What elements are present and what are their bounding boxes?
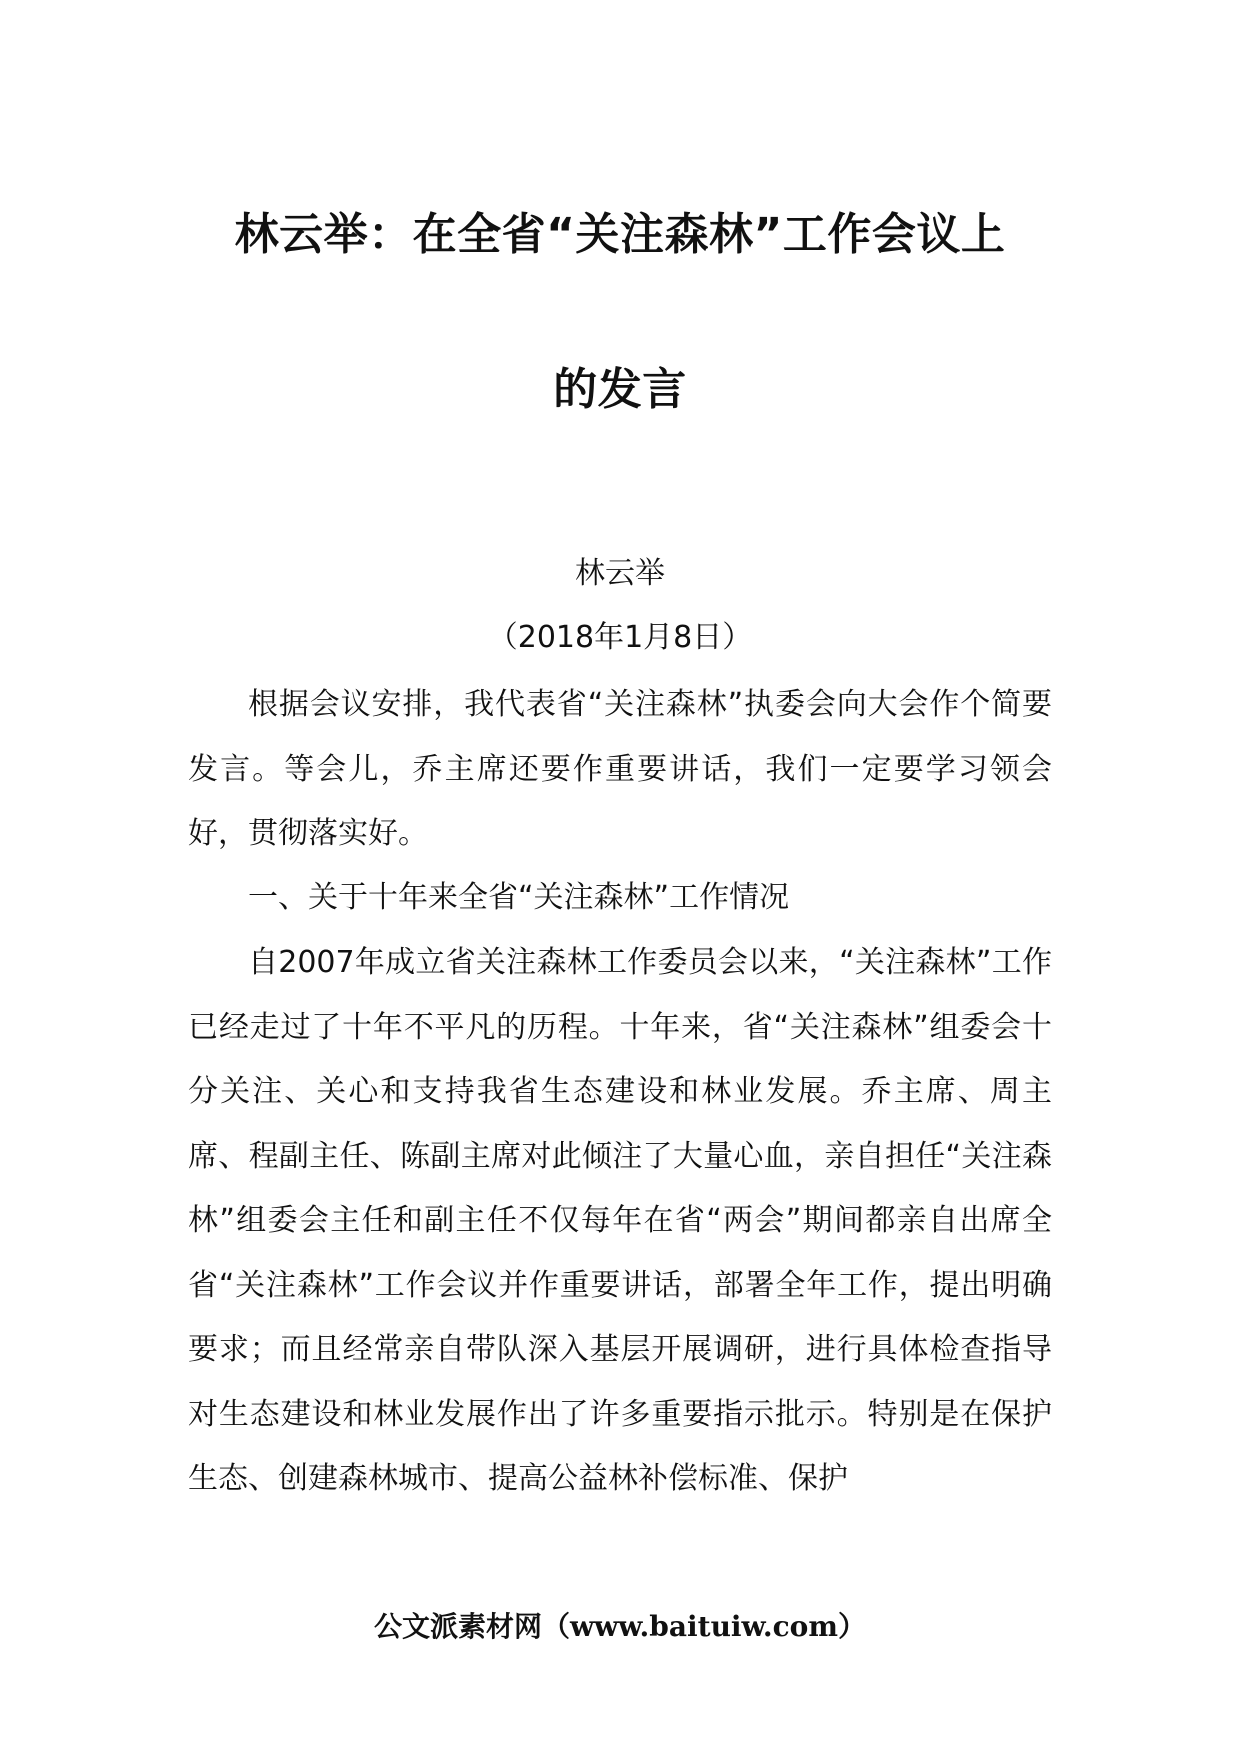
speech-date: （2018年1月8日） (487, 620, 753, 655)
body-section-3 (188, 931, 1052, 1512)
paragraph-intro: 根据会议安排，我代表省“关注森林”执委会向大会作个简要发言。等会儿，乔主席还要作重要讲话，我们一定要学习领会好，贯彻落实好。 (188, 687, 1052, 851)
section-heading: 一、关于十年来全省“关注森林”工作情况 (248, 880, 790, 915)
document-title-line-1: 林云举：在全省“关注森林”工作会议上 (234, 209, 1006, 260)
document-title-line-2: 的发言 (553, 364, 687, 415)
body-section-1 (188, 673, 1052, 867)
paragraph-history: 自2007年成立省关注森林工作委员会以来，“关注森林”工作已经走过了十年不平凡的历程。十年来，省“关注森林”组委会十分关注、关心和支持我省生态建设和林业发展。乔主席、周主席、程副主任、陈副主席对此倾注了大量心血，亲自担任“关注森林”组委会主任和副主任不仅每年在省“两会”期间都亲自出席全省“关注森林”工作会议并作重要讲话，部署全年工作，提出明确要求；而且经常亲自带队深入基层开展调研，进行具体检查指导对生态建设和林业发展作出了许多重要指示批示。特别是在保护生态、创建森林城市、提高公益林补偿标准、保护 (188, 945, 1052, 1496)
author-name: 林云举 (575, 556, 665, 591)
footer-watermark: 公文派素材网（www.baituiw.com） (374, 1610, 866, 1643)
body-section-2 (188, 866, 1052, 931)
